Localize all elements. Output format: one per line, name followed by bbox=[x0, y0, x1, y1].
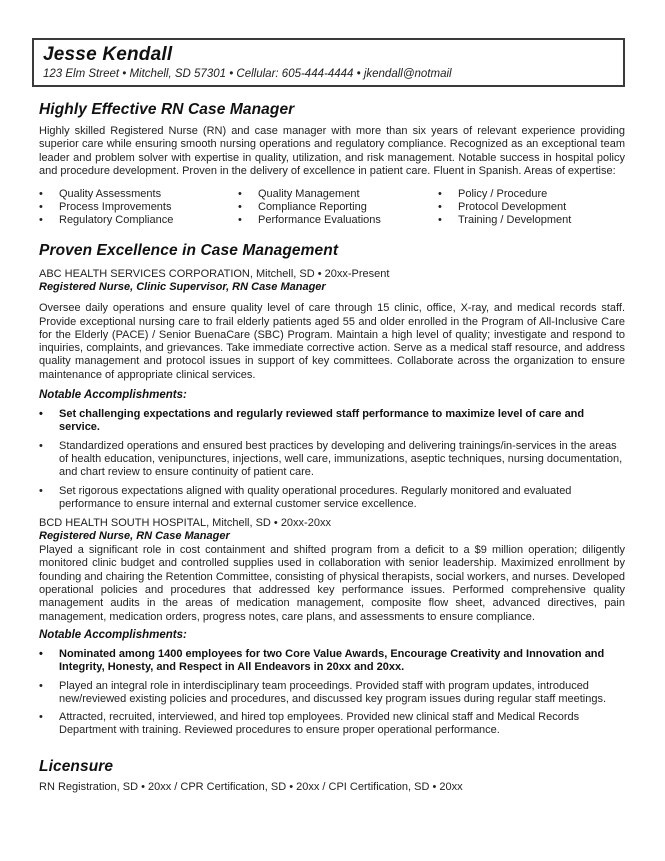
skills-column bbox=[39, 188, 238, 226]
skill-item: • Policy / Procedure bbox=[438, 188, 548, 201]
bullet-icon: • bbox=[39, 679, 43, 692]
summary-text: Highly skilled Registered Nurse (RN) and case manager with more than six years of relevant experience providing superior care while ensuring smooth nursing operations and regulatory compliance. Recognized as an exceptional team leader and problem solver with expertise in quality, utilization, and risk management. Notable success in hospital policy and procedure development. Proven in the delivery of excellence in patient care. Fluent in Spanish. Areas of expertise: bbox=[39, 125, 625, 177]
accomplishments-label: Notable Accomplishments: bbox=[39, 628, 187, 641]
accomplishment-item: • Nominated among 1400 employees for two Core Value Awards, Encourage Creativity and Innovation and Integrity, Honesty, and Respect in All Endeavors in 20xx and 20xx. bbox=[39, 647, 605, 674]
job-entry bbox=[39, 517, 625, 738]
skill-item: • Compliance Reporting bbox=[238, 200, 367, 213]
skills-column bbox=[238, 188, 438, 226]
job-employer: BCD HEALTH SOUTH HOSPITAL, Mitchell, SD • 20xx-20xx bbox=[39, 517, 331, 530]
accomplishment-item: • Set rigorous expectations aligned with quality operational procedures. Regularly monitored and evaluated performance to ensure internal and external customer service excellence. bbox=[39, 484, 572, 510]
skill-item: • Quality Assessments bbox=[39, 188, 162, 201]
accomplishments-label: Notable Accomplishments: bbox=[39, 389, 187, 402]
resume-body bbox=[39, 101, 625, 794]
accomplishment-item: • Attracted, recruited, interviewed, and hired top employees. Provided new clinical staff and Medical Records Department with training. Reviewed procedures to ensure proper operational performance. bbox=[39, 711, 580, 737]
bullet-icon: • bbox=[438, 213, 442, 226]
bullet-icon: • bbox=[238, 188, 242, 201]
bullet-icon: • bbox=[238, 213, 242, 226]
bullet-icon: • bbox=[39, 188, 43, 201]
experience-section bbox=[39, 242, 625, 737]
job-description: Oversee daily operations and ensure quality level of care through 15 clinic, office, X-ray, and medical records staff. Provide exceptional nursing care to frail elderly patients aged 55 and older enrolled in the Program of All-Inclusive Care for the Elderly (PACE) / Senior BuenaCare (SBC) Program. Maintain a high level of quality; investigate and respond to inquiries, complaints, and grievances. Take immediate corrective action. Serve as a medical staff resource, and address quality management and protocol issues in support of key committees. Collaborate across the organization to ensure maintenance of appropriate clinical services. bbox=[39, 302, 625, 381]
bullet-icon: • bbox=[39, 200, 43, 213]
job-employer: ABC HEALTH SERVICES CORPORATION, Mitchell, SD • 20xx-Present bbox=[39, 268, 390, 281]
licensure-text: RN Registration, SD • 20xx / CPR Certification, SD • 20xx / CPI Certification, SD • 20xx bbox=[39, 780, 463, 793]
bullet-icon: • bbox=[39, 213, 43, 226]
bullet-icon: • bbox=[39, 711, 43, 724]
job-description: Played a significant role in cost containment and shifted program from a deficit to a $9 million operation; diligently monitored clinic budget and controlled supplies used in collaboration with senior leadership. Maximized enrollment by founding and chairing the Retention Committee, consisting of physical therapists, social workers, and nurses. Developed operational policies and procedures that addressed key performance issues. Performed comprehensive quality management audits in the areas of medication management, composite flow sheet, advanced directives, pain management, medication orders, progress notes, care plans, and assessments to ensure compliance. bbox=[39, 544, 625, 623]
bullet-icon: • bbox=[238, 200, 242, 213]
bullet-icon: • bbox=[39, 484, 43, 497]
skill-item: • Regulatory Compliance bbox=[39, 213, 174, 226]
contact-line: 123 Elm Street • Mitchell, SD 57301 • Cellular: 605-444-4444 • jkendall@notmail bbox=[43, 68, 452, 80]
job-entry bbox=[39, 268, 625, 511]
skill-item: • Process Improvements bbox=[39, 200, 172, 213]
experience-title: Proven Excellence in Case Management bbox=[39, 242, 339, 260]
licensure-section bbox=[39, 758, 625, 794]
bullet-icon: • bbox=[39, 408, 43, 421]
skills-column bbox=[438, 188, 618, 226]
skill-item: • Protocol Development bbox=[438, 200, 567, 213]
job-role: Registered Nurse, Clinic Supervisor, RN Case Manager bbox=[39, 281, 326, 294]
bullet-icon: • bbox=[438, 200, 442, 213]
summary-section bbox=[39, 101, 625, 226]
skill-item: • Quality Management bbox=[238, 188, 360, 201]
accomplishments-list bbox=[39, 648, 625, 738]
resume-header bbox=[32, 38, 625, 87]
summary-title: Highly Effective RN Case Manager bbox=[39, 101, 295, 118]
skill-item: • Performance Evaluations bbox=[238, 213, 381, 226]
accomplishments-list bbox=[39, 408, 625, 511]
accomplishment-item: • Standardized operations and ensured best practices by developing and delivering trainings/in-services in the areas of health education, venipunctures, injections, well care, immunizations, aseptic techniques, nursing documentation, and chart review to ensure continuity of patient care. bbox=[39, 439, 623, 479]
skill-item: • Training / Development bbox=[438, 213, 572, 226]
candidate-name: Jesse Kendall bbox=[43, 44, 173, 65]
bullet-icon: • bbox=[39, 439, 43, 452]
bullet-icon: • bbox=[39, 647, 43, 660]
job-role: Registered Nurse, RN Case Manager bbox=[39, 530, 230, 543]
accomplishment-item: • Played an integral role in interdisciplinary team proceedings. Provided staff with program updates, introduced new/reviewed existing policies and procedures, and discussed key program issues during regular staff meetings. bbox=[39, 679, 607, 705]
licensure-title: Licensure bbox=[39, 757, 114, 775]
accomplishment-item: • Set challenging expectations and regularly reviewed staff performance to maximize level of care and service. bbox=[39, 408, 585, 434]
skills-list bbox=[39, 188, 625, 226]
bullet-icon: • bbox=[438, 188, 442, 201]
